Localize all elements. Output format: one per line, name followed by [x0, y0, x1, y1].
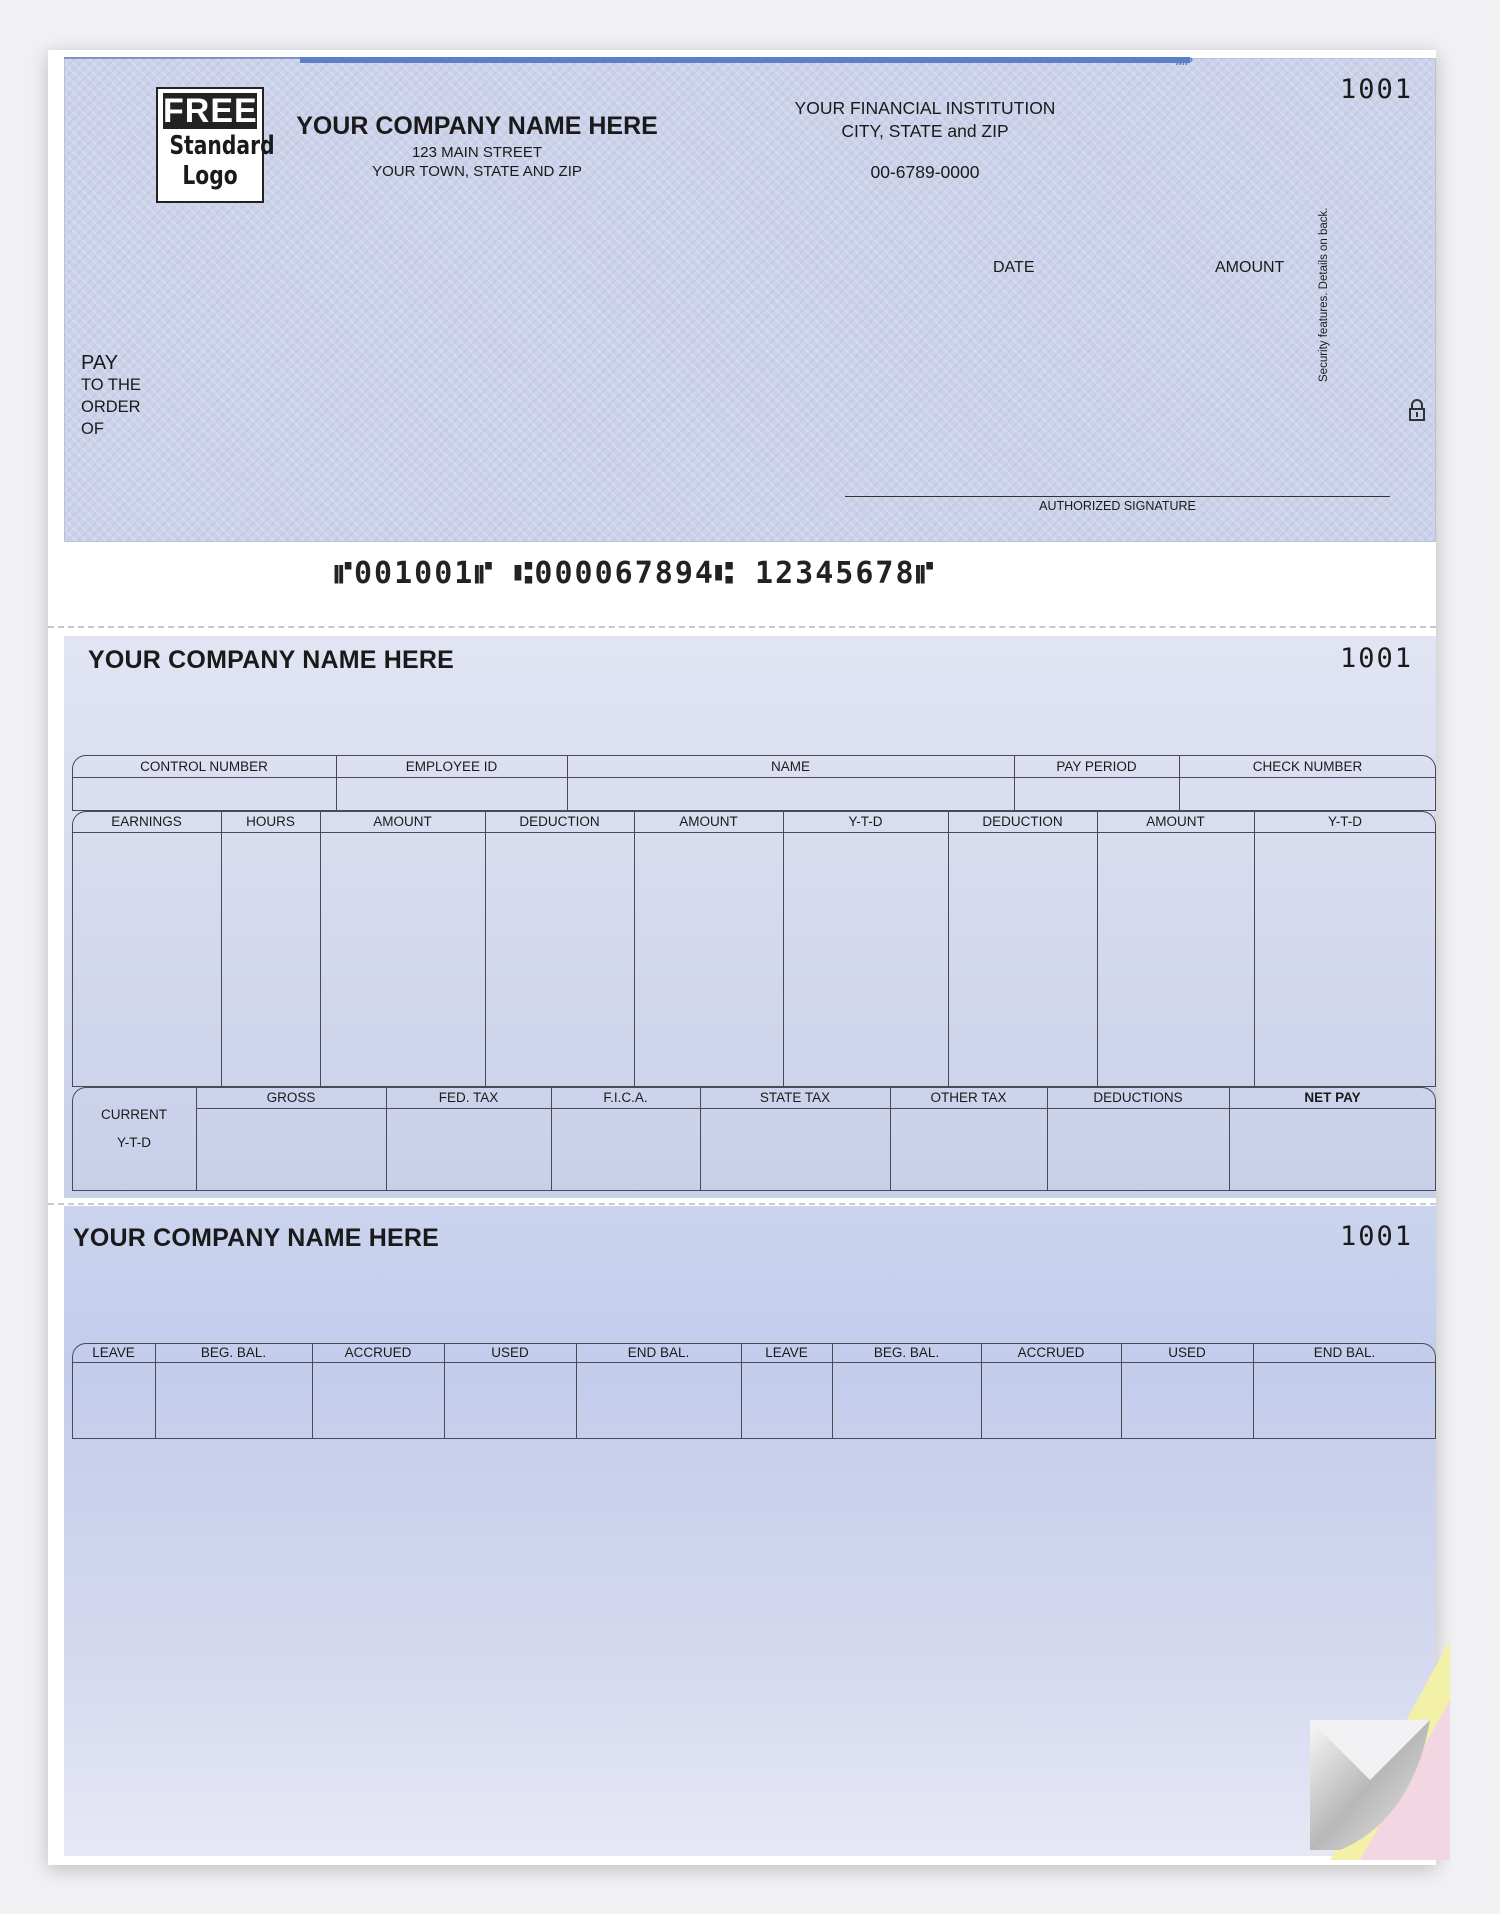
header-beg-bal: BEG. BAL. [200, 1345, 267, 1360]
perforation-1 [48, 626, 1436, 628]
signature-line [845, 496, 1390, 497]
logo-logo-text: Logo [182, 161, 238, 191]
header-gross: GROSS [266, 1090, 316, 1105]
top-rule [64, 57, 300, 59]
header-used: USED [491, 1345, 529, 1360]
lock-icon [1408, 398, 1426, 422]
header-hours: HOURS [246, 814, 295, 829]
stub1-check-number: 1001 [1340, 643, 1414, 674]
earn-col-sep [485, 811, 486, 1087]
page-curl-icon [1300, 1640, 1450, 1860]
earn-col-sep [783, 811, 784, 1087]
amount-label: AMOUNT [1215, 259, 1285, 276]
header-other-tax: OTHER TAX [930, 1090, 1007, 1105]
earn-col-sep [1097, 811, 1098, 1087]
company-address-block [292, 112, 662, 180]
date-label: DATE [993, 259, 1035, 276]
order-line-1: TO THE [81, 376, 141, 394]
header-end-bal: END BAL. [1313, 1345, 1376, 1360]
header-leave: LEAVE [92, 1345, 135, 1360]
header-ytd: Y-T-D [1327, 814, 1362, 829]
stub2-check-number: 1001 [1340, 1221, 1414, 1252]
perforation-2 [48, 1203, 1436, 1205]
header-deduction: DEDUCTION [519, 814, 600, 829]
earn-col-sep [320, 811, 321, 1087]
company-logo [156, 87, 275, 203]
stub2-company-name: YOUR COMPANY NAME HERE [73, 1224, 440, 1252]
check-number: 1001 [1340, 74, 1414, 105]
summary-table-divider [196, 1108, 1436, 1109]
fraction-code: 00-6789-0000 [870, 162, 980, 182]
micr-line: ⑈001001⑈ ⑆000067894⑆ 12345678⑈ [334, 556, 936, 591]
header-leave: LEAVE [765, 1345, 808, 1360]
header-earnings: EARNINGS [111, 814, 182, 829]
bank-name: YOUR FINANCIAL INSTITUTION [794, 98, 1056, 118]
bank-block [780, 98, 1070, 183]
header-deductions: DEDUCTIONS [1093, 1090, 1183, 1105]
row-label-ytd: Y-T-D [116, 1135, 151, 1150]
info-table-divider [72, 777, 1436, 778]
header-beg-bal: BEG. BAL. [873, 1345, 940, 1360]
order-line-3: OF [81, 420, 104, 438]
signature-label: AUTHORIZED SIGNATURE [1039, 499, 1196, 513]
header-amount: AMOUNT [679, 814, 738, 829]
header-end-bal: END BAL. [627, 1345, 690, 1360]
header-used: USED [1168, 1345, 1206, 1360]
logo-standard-text: Standard [169, 131, 275, 161]
header-net-pay: NET PAY [1304, 1090, 1361, 1105]
order-line-2: ORDER [81, 398, 141, 416]
bank-city: CITY, STATE and ZIP [841, 121, 1009, 141]
header-amount: AMOUNT [1146, 814, 1205, 829]
header-deduction: DEDUCTION [982, 814, 1063, 829]
earn-col-sep [1254, 811, 1255, 1087]
header-check-number: CHECK NUMBER [1252, 759, 1363, 774]
leave-table-divider [72, 1362, 1436, 1363]
header-pay-period: PAY PERIOD [1056, 759, 1137, 774]
pay-to-block [81, 352, 141, 440]
top-accent-bar [300, 57, 1190, 63]
earn-col-sep [221, 811, 222, 1087]
row-label-current: CURRENT [101, 1107, 167, 1122]
earnings-table-divider [72, 832, 1436, 833]
mp-mark: MP [1176, 56, 1193, 68]
header-fed-tax: FED. TAX [438, 1090, 499, 1105]
pay-label: PAY [81, 352, 119, 374]
header-fica: F.I.C.A. [603, 1090, 648, 1105]
leave-stub [64, 1206, 1436, 1856]
header-name: NAME [770, 759, 810, 774]
logo-free-text: FREE [163, 92, 258, 130]
header-accrued: ACCRUED [344, 1345, 412, 1360]
header-employee-id: EMPLOYEE ID [405, 759, 498, 774]
company-city: YOUR TOWN, STATE AND ZIP [372, 163, 582, 180]
header-amount: AMOUNT [373, 814, 432, 829]
header-accrued: ACCRUED [1017, 1345, 1085, 1360]
header-control-number: CONTROL NUMBER [140, 759, 268, 774]
company-name: YOUR COMPANY NAME HERE [296, 112, 658, 140]
header-ytd: Y-T-D [848, 814, 883, 829]
company-street: 123 MAIN STREET [411, 144, 543, 161]
earn-col-sep [948, 811, 949, 1087]
security-note: Security features. Details on back. [1318, 207, 1330, 382]
earn-col-sep [634, 811, 635, 1087]
stub1-company-name: YOUR COMPANY NAME HERE [88, 646, 455, 674]
earnings-table [72, 811, 1436, 1087]
header-state-tax: STATE TAX [759, 1090, 831, 1105]
